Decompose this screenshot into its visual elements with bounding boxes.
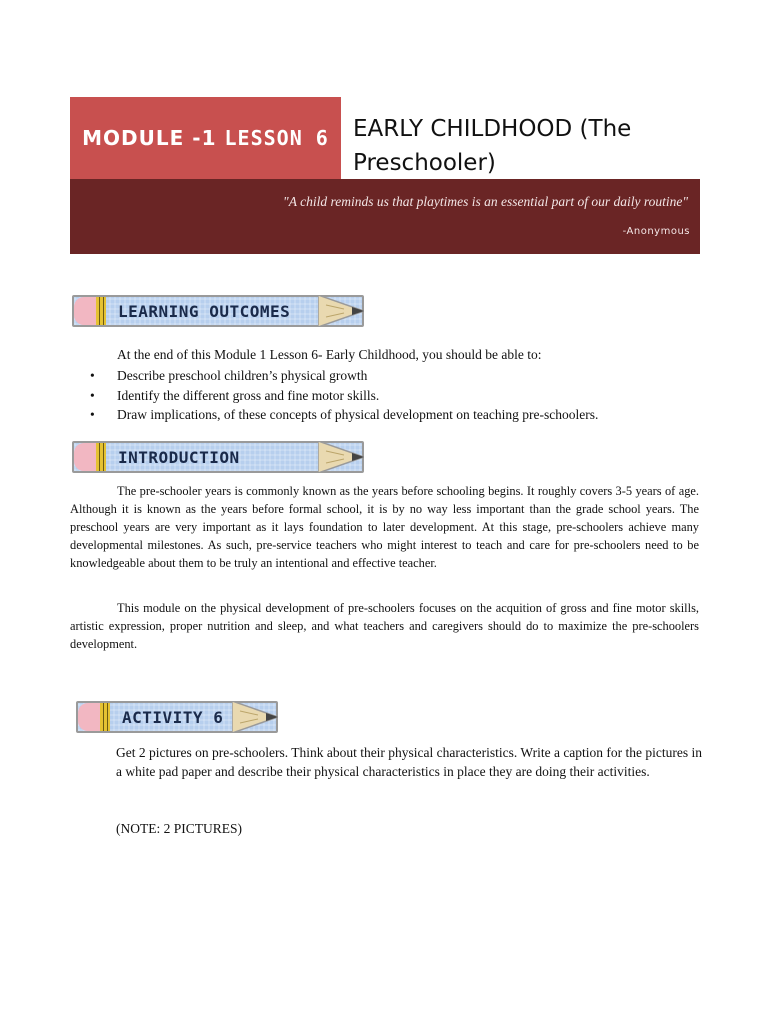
introduction-heading <box>72 441 364 473</box>
activity-instructions: Get 2 pictures on pre-schoolers. Think about their physical characteristics. Write a caption for the pictures in a white pad paper and describe their physical characteristics in place they are doing their activities. <box>116 745 703 779</box>
pencil-eraser <box>74 443 96 471</box>
list-item: • Identify the different gross and fine motor skills. <box>90 386 598 406</box>
quote-text: "A child reminds us that playtimes is an essential part of our daily routine" <box>283 194 688 209</box>
pencil-band <box>96 443 106 471</box>
section-heading-label: LEARNING OUTCOMES <box>118 302 291 321</box>
pencil-band <box>96 297 106 325</box>
learning-outcomes-heading <box>72 295 364 327</box>
section-heading-label: INTRODUCTION <box>118 448 240 467</box>
pencil-eraser <box>78 703 100 731</box>
outcomes-list <box>90 366 598 425</box>
introduction-paragraph: The pre-schooler years is commonly known as the years before schooling begins. It roughly covers 3-5 years of age. Although it is known as the years before formal school, it is by no way less important than the grade school years. The preschool years are very important as it lays foundation to later development. At this stage, pre-schoolers achieve many developmental milestones. As such, pre-service teachers who might interest to teach and care for pre-schoolers need to be knowledgeable about them to be truly an intentional and effective teacher. <box>70 484 699 570</box>
module-label: MODULE -1 <box>82 126 217 150</box>
outcomes-lead: At the end of this Module 1 Lesson 6- Early Childhood, you should be able to: <box>117 347 542 362</box>
pencil-band <box>100 703 110 731</box>
quote-author: -Anonymous <box>622 226 690 237</box>
page-title: EARLY CHILDHOOD (The Preschooler) <box>353 116 632 176</box>
section-heading-label: ACTIVITY 6 <box>122 708 224 727</box>
pencil-icon <box>232 701 278 733</box>
activity-note: (NOTE: 2 PICTURES) <box>116 821 242 836</box>
lesson-label: LESSON 6 <box>224 126 329 150</box>
list-item: • Draw implications, of these concepts of physical development on teaching pre-schoolers. <box>90 405 598 425</box>
list-item: • Describe preschool children’s physical growth <box>90 366 598 386</box>
pencil-icon <box>318 441 364 473</box>
pencil-icon <box>318 295 364 327</box>
introduction-paragraph: This module on the physical development of pre-schoolers focuses on the acquition of gross and fine motor skills, artistic expression, proper nutrition and sleep, and what teachers and caregivers should do to maximize the pre-schoolers development. <box>70 601 699 651</box>
module-lesson-badge <box>70 97 341 179</box>
quote-banner <box>70 179 700 254</box>
activity-heading <box>76 701 278 733</box>
pencil-eraser <box>74 297 96 325</box>
